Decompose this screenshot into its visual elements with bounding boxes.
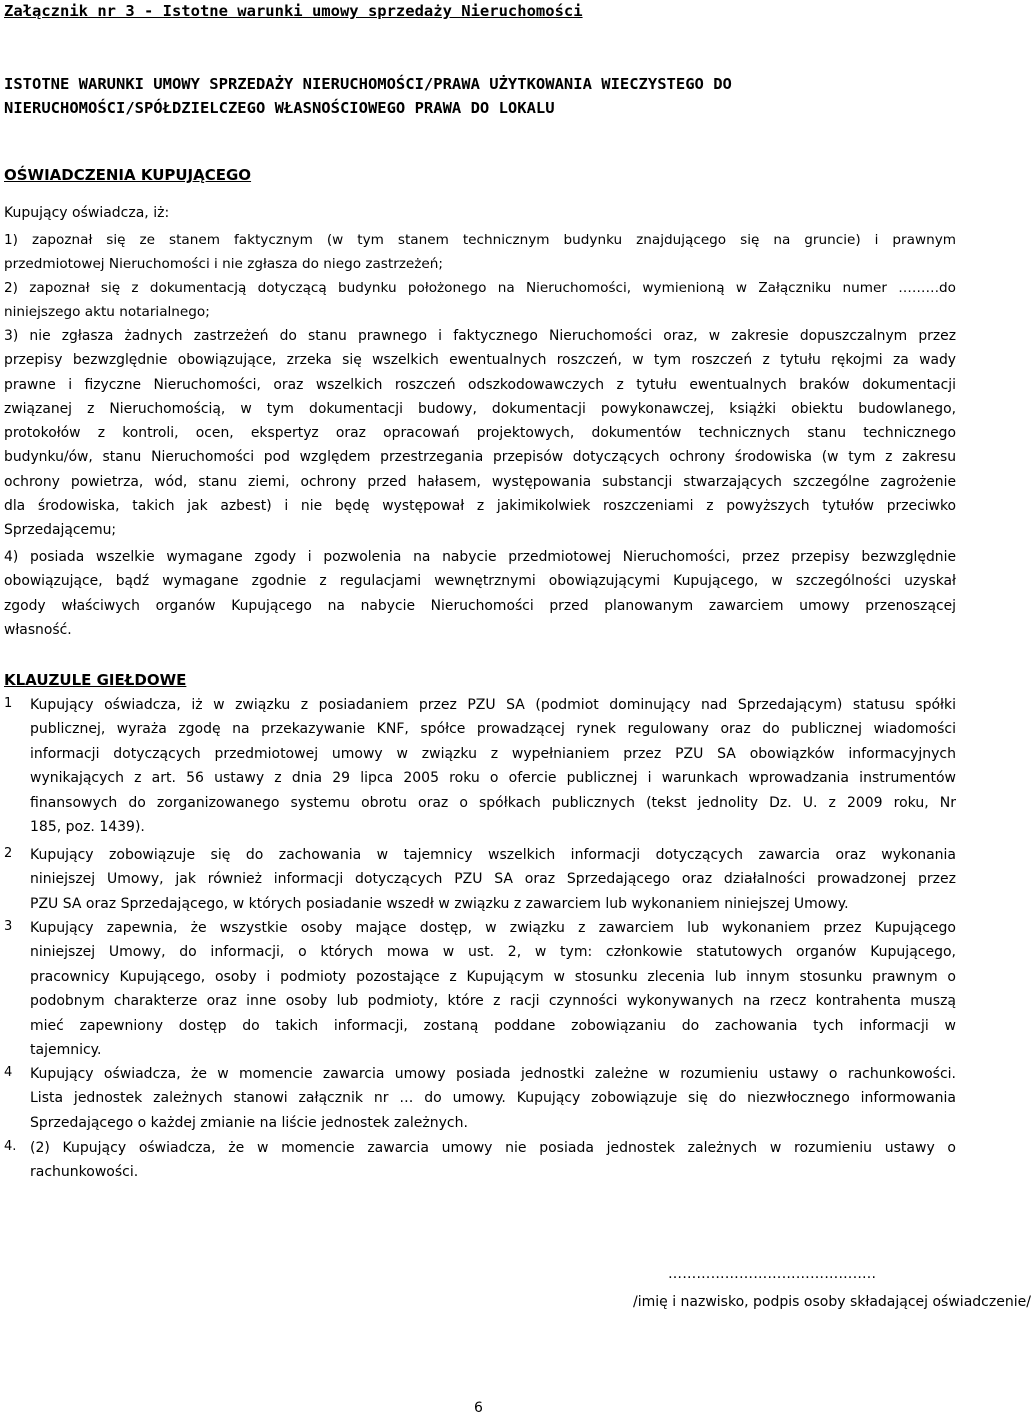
text-line: 185, poz. 1439).: [30, 819, 145, 836]
text-line: 2) zapoznał się z dokumentacją dotyczącą budynku położonego na Nieruchomości, wymienioną w Załączniku numer ………do: [4, 280, 956, 296]
text-line: Kupujący oświadcza, iż w związku z posiadaniem przez PZU SA (podmiot dominujący nad Sprzedającym) statusu spółki: [30, 697, 956, 713]
buyer-statement-2: [4, 276, 956, 325]
text-line: podobnym charakterze oraz inne osoby lub podmioty, które z racji czynności wykonywanych na rzecz kontrahenta muszą: [30, 993, 956, 1010]
text-line: rachunkowości.: [30, 1164, 139, 1181]
text-line: Kupujący oświadcza, że w momencie zawarcia umowy posiada jednostki zależne w rozumieniu ustawy o rachunkowości.: [30, 1066, 956, 1082]
text-line: Lista jednostek zależnych stanowi załącznik nr … do umowy. Kupujący zobowiązuje się do niezwłocznego informowania: [30, 1090, 956, 1107]
signature-caption: /imię i nazwisko, podpis osoby składającej oświadczenie/: [633, 1294, 1031, 1310]
clause-number: 4.: [4, 1139, 17, 1154]
text-line: związanej z Nieruchomością, w tym dokumentacji budowy, dokumentacji powykonawczej, książki obiektu budowlanego,: [4, 400, 956, 417]
text-line: mieć zapewniony dostęp do takich informacji, zostaną poddane zobowiązaniu do zachowania tych informacji w: [30, 1017, 956, 1034]
exchange-clause-4: [4, 1062, 956, 1137]
buyer-statement-1: [4, 228, 956, 277]
clause-number: 3: [4, 919, 13, 934]
text-line: niniejszej Umowy, do informacji, o których mowa w ust. 2, w tym: członkowie statutowych organów Kupującego,: [30, 944, 956, 961]
text-line: 1) zapoznał się ze stanem faktycznym (w tym stanem technicznym budynku znajdującego się na gruncie) i prawnym: [4, 232, 956, 248]
text-line: przedmiotowej Nieruchomości i nie zgłasza do niego zastrzeżeń;: [4, 256, 443, 273]
clause-body: [30, 1136, 956, 1185]
text-line: finansowych do zorganizowanego systemu obrotu oraz o spółkach publicznych (tekst jednolity Dz. U. z 2009 roku, Nr: [30, 794, 956, 811]
text-line: protokołów z kontroli, ocen, ekspertyz oraz opracowań projektowych, dokumentów technicznych stanu technicznego: [4, 425, 956, 442]
text-line: obowiązujące, bądź wymagane zgodnie z regulacjami wewnętrznymi obowiązującymi Kupującego, w szczególności uzyskał: [4, 573, 956, 590]
signature-line: ……………………………………..: [668, 1266, 877, 1282]
clause-number: 1: [4, 696, 13, 711]
exchange-clause-1: [4, 693, 956, 843]
exchange-clause-2: [4, 843, 956, 918]
text-line: niniejszego aktu notarialnego;: [4, 304, 210, 321]
buyer-statement-3: [4, 324, 956, 543]
section-heading-buyer-statements: OŚWIADCZENIA KUPUJĄCEGO: [4, 166, 252, 184]
clause-body: [30, 916, 956, 1062]
text-line: informacji dotyczących przedmiotowej umowy w związku z wypełnianiem przez PZU SA obowiązków informacyjnych: [30, 745, 956, 762]
exchange-clause-4-2: [4, 1136, 956, 1186]
text-line: pracownicy Kupującego, osoby i podmioty pozostające z Kupującym w stosunku zlecenia lub innym stosunku prawnym o: [30, 968, 956, 985]
text-line: Kupujący zapewnia, że wszystkie osoby mające dostęp, w związku z zawarciem lub wykonaniem przez Kupującego: [30, 920, 956, 936]
text-line: przepisy bezwzględnie obowiązujące, zrzeka się wszelkich ewentualnych roszczeń, w tym roszczeń z tytułu rękojmi za wady: [4, 352, 956, 369]
section-heading-exchange-clauses: KLAUZULE GIEŁDOWE: [4, 671, 187, 689]
title-line-2: NIERUCHOMOŚCI/SPÓŁDZIELCZEGO WŁASNOŚCIOWEGO PRAWA DO LOKALU: [4, 99, 555, 117]
text-line: zgody właściwych organów Kupującego na nabycie Nieruchomości przed planowanym zawarciem umowy przenoszącej: [4, 597, 956, 614]
text-line: Sprzedającego o każdej zmianie na liście jednostek zależnych.: [30, 1114, 468, 1131]
text-line: niniejszej Umowy, jak również informacji dotyczących PZU SA oraz Sprzedającego oraz działalności prowadzonej przez: [30, 871, 956, 888]
page-number: 6: [474, 1400, 483, 1416]
text-line: dla środowiska, takich jak azbest) i nie będę występował z jakimikolwiek roszczeniami z powyższych tytułów przeciwko: [4, 498, 956, 515]
text-line: własność.: [4, 621, 72, 638]
text-line: prawne i fizyczne Nieruchomości, oraz wszelkich roszczeń odszkodowawczych z tytułu ewentualnych braków dokumentacji: [4, 376, 956, 393]
exchange-clause-3: [4, 916, 956, 1064]
clause-number: 2: [4, 846, 13, 861]
clause-body: [30, 843, 956, 916]
text-line: (2) Kupujący oświadcza, że w momencie zawarcia umowy nie posiada jednostek zależnych w rozumieniu ustawy o: [30, 1140, 956, 1156]
title-line-1: ISTOTNE WARUNKI UMOWY SPRZEDAŻY NIERUCHOMOŚCI/PRAWA UŻYTKOWANIA WIECZYSTEGO DO: [4, 75, 732, 93]
text-line: publicznej, wyraża zgodę na przekazywanie KNF, spółce prowadzącej rynek regulowany oraz do publicznej wiadomości: [30, 721, 956, 738]
document-header: Załącznik nr 3 - Istotne warunki umowy sprzedaży Nieruchomości: [4, 2, 583, 20]
text-line: ochrony powietrza, wód, stanu ziemi, ochrony przed hałasem, występowania substancji stwarzających szczególne zagrożenie: [4, 473, 956, 490]
text-line: budynku/ów, stanu Nieruchomości pod względem przestrzegania przepisów dotyczących ochrony środowiska (w tym z zakresu: [4, 449, 956, 466]
clause-body: [30, 1062, 956, 1135]
text-line: wynikających z art. 56 ustawy z dnia 29 lipca 2005 roku o ofercie publicznej i warunkach wprowadzania instrumentów: [30, 770, 956, 787]
text-line: 3) nie zgłasza żadnych zastrzeżeń do stanu prawnego i faktycznego Nieruchomości oraz, w zakresie dopuszczalnym przez: [4, 328, 956, 344]
section-intro: Kupujący oświadcza, iż:: [4, 205, 170, 221]
text-line: 4) posiada wszelkie wymagane zgody i pozwolenia na nabycie przedmiotowej Nieruchomości, przez przepisy bezwzględnie: [4, 549, 956, 565]
clause-body: [30, 693, 956, 839]
clause-number: 4: [4, 1065, 13, 1080]
text-line: Sprzedającemu;: [4, 522, 117, 539]
text-line: PZU SA oraz Sprzedającego, w których posiadanie wszedł w związku z zawarciem lub wykonaniem niniejszej Umowy.: [30, 895, 849, 912]
buyer-statement-4: [4, 545, 956, 642]
document-title: [4, 72, 924, 120]
text-line: tajemnicy.: [30, 1042, 102, 1059]
text-line: Kupujący zobowiązuje się do zachowania w tajemnicy wszelkich informacji dotyczących zawarcia oraz wykonania: [30, 847, 956, 863]
